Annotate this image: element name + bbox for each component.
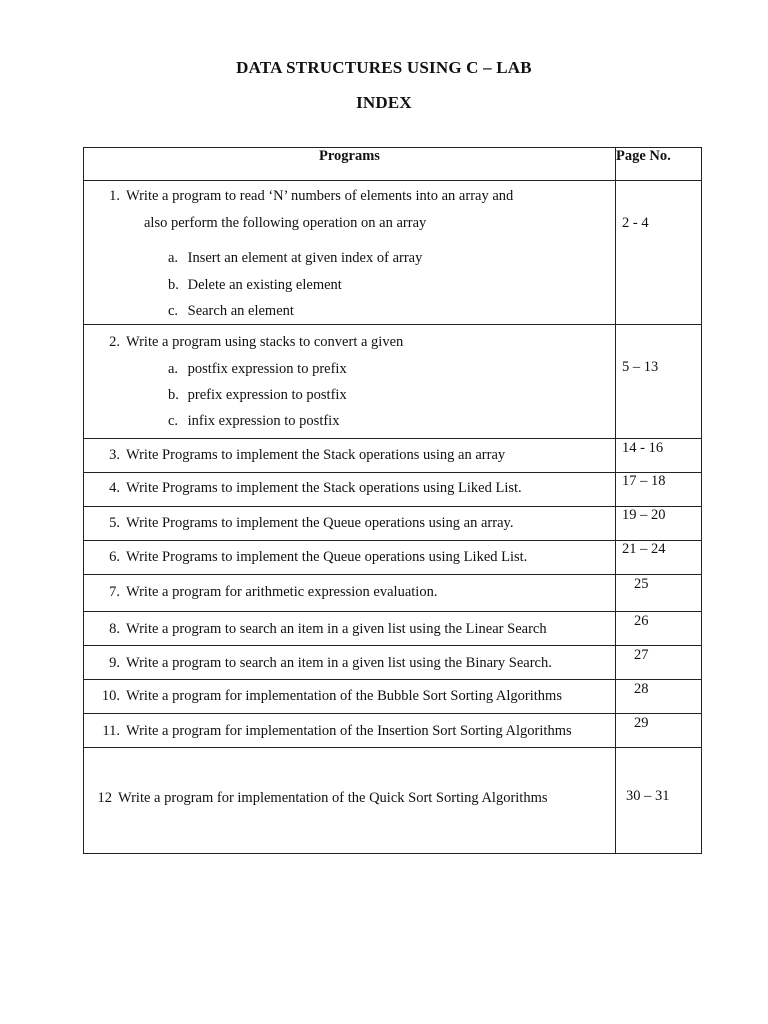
page-cell	[616, 507, 702, 541]
sub-item	[168, 413, 339, 430]
sub-item-letter: a.	[168, 250, 179, 266]
page-cell	[616, 748, 702, 854]
program-line	[98, 515, 513, 532]
program-line	[98, 688, 562, 705]
page-cell	[616, 181, 702, 325]
program-line	[98, 334, 403, 351]
program-text: Write Programs to implement the Stack operations using an array	[126, 447, 506, 463]
page-cell	[616, 541, 702, 575]
program-line	[98, 188, 513, 205]
table-row	[84, 680, 702, 714]
page-number: 21 – 24	[622, 541, 666, 557]
page-number: 30 – 31	[626, 788, 670, 804]
program-line	[98, 655, 552, 672]
program-cell	[84, 748, 616, 854]
program-number: 5.	[109, 515, 120, 531]
program-text: Write a program for implementation of the Insertion Sort Sorting Algorithms	[126, 723, 572, 739]
program-line	[90, 790, 548, 807]
program-text: Write Programs to implement the Queue operations using an array.	[126, 515, 514, 531]
sub-item-text: Delete an existing element	[187, 277, 342, 293]
sub-item-letter: a.	[168, 361, 179, 377]
page-cell	[616, 646, 702, 680]
sub-item	[168, 361, 347, 378]
sub-item-text: postfix expression to prefix	[187, 361, 347, 377]
program-line	[98, 584, 437, 601]
sub-item-text: prefix expression to postfix	[187, 387, 347, 403]
table-header-row	[84, 148, 702, 181]
sub-item-letter: c.	[168, 413, 179, 429]
sub-item-letter: b.	[168, 387, 179, 403]
program-cell	[84, 507, 616, 541]
page-cell	[616, 575, 702, 612]
program-text: Write a program for arithmetic expression evaluation.	[126, 584, 438, 600]
program-line	[98, 621, 547, 638]
page-number: 2 - 4	[622, 215, 649, 231]
page-number: 29	[634, 715, 649, 731]
page-cell	[616, 680, 702, 714]
sub-item-text: infix expression to postfix	[187, 413, 340, 429]
sub-item	[168, 303, 294, 320]
page-cell	[616, 714, 702, 748]
program-text: Write a program to read ‘N’ numbers of elements into an array and	[126, 188, 514, 204]
program-cell	[84, 439, 616, 473]
program-cell	[84, 473, 616, 507]
page-cell	[616, 439, 702, 473]
sub-item	[168, 387, 347, 404]
program-number: 1.	[109, 188, 120, 204]
program-line	[98, 480, 522, 497]
program-number: 8.	[109, 621, 120, 637]
program-number: 12	[97, 790, 112, 806]
program-cell	[84, 325, 616, 439]
program-line	[98, 549, 527, 566]
program-cell	[84, 680, 616, 714]
sub-item-letter: b.	[168, 277, 179, 293]
program-number: 6.	[109, 549, 120, 565]
program-text: Write Programs to implement the Queue operations using Liked List.	[126, 549, 528, 565]
table-row	[84, 714, 702, 748]
page-number: 14 - 16	[622, 440, 664, 456]
program-cell	[84, 714, 616, 748]
program-text: Write a program to search an item in a given list using the Binary Search.	[126, 655, 552, 671]
table-row	[84, 325, 702, 439]
page-cell	[616, 612, 702, 646]
program-text: Write a program for implementation of the Bubble Sort Sorting Algorithms	[126, 688, 562, 704]
table-row	[84, 439, 702, 473]
program-number: 7.	[109, 584, 120, 600]
page-number: 19 – 20	[622, 507, 666, 523]
program-cell	[84, 541, 616, 575]
sub-item-text: Insert an element at given index of array	[187, 250, 423, 266]
program-number: 4.	[109, 480, 120, 496]
page-column-header: Page No.	[616, 148, 702, 181]
sub-item	[168, 250, 422, 267]
program-text: Write a program using stacks to convert a given	[126, 334, 404, 350]
page-number: 28	[634, 681, 649, 697]
sub-item-text: Search an element	[187, 303, 294, 319]
table-row	[84, 646, 702, 680]
program-number: 11.	[102, 723, 120, 739]
table-row	[84, 507, 702, 541]
page-number: 27	[634, 647, 649, 663]
program-line	[98, 447, 505, 464]
page-cell	[616, 473, 702, 507]
program-number: 10.	[101, 688, 120, 704]
page-cell	[616, 325, 702, 439]
program-cell	[84, 181, 616, 325]
sub-item	[168, 277, 342, 294]
program-text: Write a program for implementation of the Quick Sort Sorting Algorithms	[118, 790, 548, 806]
table-row	[84, 473, 702, 507]
sub-item-letter: c.	[168, 303, 179, 319]
index-heading: INDEX	[356, 93, 412, 112]
table-row	[84, 612, 702, 646]
page-number: 17 – 18	[622, 473, 666, 489]
programs-column-header: Programs	[84, 148, 616, 181]
document-title: DATA STRUCTURES USING C – LAB	[236, 58, 532, 77]
table-row	[84, 575, 702, 612]
table-row	[84, 541, 702, 575]
program-number: 3.	[109, 447, 120, 463]
program-number: 9.	[109, 655, 120, 671]
program-cell	[84, 612, 616, 646]
page-number: 26	[634, 613, 649, 629]
index-table	[83, 147, 702, 854]
program-text: also perform the following operation on an array	[144, 215, 427, 231]
program-cell	[84, 575, 616, 612]
table-row	[84, 748, 702, 854]
program-number: 2.	[109, 334, 120, 350]
table-row	[84, 181, 702, 325]
program-text: Write a program to search an item in a given list using the Linear Search	[126, 621, 547, 637]
program-cell	[84, 646, 616, 680]
page-number: 25	[634, 576, 649, 592]
program-line	[98, 723, 572, 740]
page-number: 5 – 13	[622, 359, 659, 375]
program-text: Write Programs to implement the Stack operations using Liked List.	[126, 480, 522, 496]
